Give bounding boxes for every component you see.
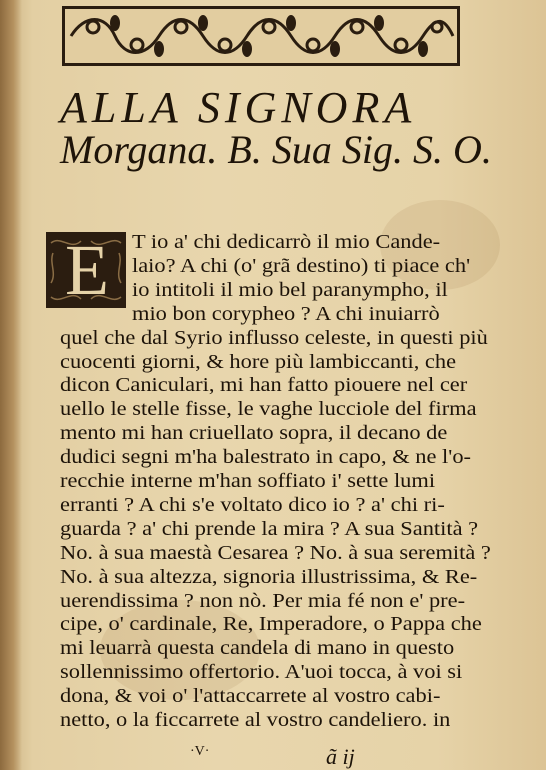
body-line: recchie interne m'han soffiato i' sette lumi: [60, 471, 436, 492]
body-line: netto, o la ficcarrete al vostro candeliero. in: [60, 710, 451, 731]
footer-ornament: ·V·: [190, 744, 210, 759]
body-line: dudici segni m'ha balestrato in capo, & ne l'o-: [60, 447, 471, 469]
body-line: cuocenti giorni, & hore più lambiccanti, che: [60, 351, 457, 373]
floral-ornament-icon: [65, 9, 457, 63]
dedication-subheading: Morgana. B. Sua Sig. S. O.: [60, 127, 492, 172]
body-line: laio? A chi (o' grã destino) ti piace ch': [132, 255, 471, 277]
body-line: mento mi han criuellato sopra, il decano de: [60, 423, 448, 445]
body-line: mi leuarrà questa candela di mano in questo: [60, 638, 455, 660]
body-line: No. à sua maestà Cesarea ? No. à sua seremità ?: [60, 542, 491, 564]
dedication-heading: ALLA SIGNORA: [60, 83, 417, 132]
body-line: uerendissima ? non nò. Per mia fé non e' pre-: [60, 590, 466, 612]
body-line: uello le stelle fisse, le vaghe lucciole del firma: [60, 399, 477, 421]
body-line: dona, & voi o' l'attaccarrete al vostro cabi-: [60, 686, 441, 708]
binding-gutter: [0, 0, 22, 770]
body-line: No. à sua altezza, signoria illustrissima, & Re-: [60, 566, 478, 588]
body-line: erranti ? A chi s'e voltato dico io ? a' chi ri-: [60, 494, 445, 516]
body-line: dicon Caniculari, mi han fatto piouere nel cer: [60, 375, 468, 397]
ornamental-headpiece: [62, 6, 460, 66]
decorated-initial: [46, 232, 126, 308]
body-line: guarda ? a' chi prende la mira ? A sua Santità ?: [60, 518, 479, 540]
body-line: cipe, o' cardinale, Re, Imperadore, o Pappa che: [60, 614, 482, 636]
body-line: quel che dal Syrio influsso celeste, in questi più: [60, 327, 488, 349]
body-line: mio bon corypheo ? A chi inuiarrò: [132, 303, 440, 325]
signature-mark: ã ij: [326, 744, 355, 769]
initial-letter: E: [65, 230, 109, 310]
body-line: io intitoli il mio bel paranympho, il: [132, 279, 448, 301]
body-line: sollennissimo offertorio. A'uoi tocca, à voi si: [60, 662, 463, 684]
body-line: T io a' chi dedicarrò il mio Cande-: [132, 232, 441, 253]
